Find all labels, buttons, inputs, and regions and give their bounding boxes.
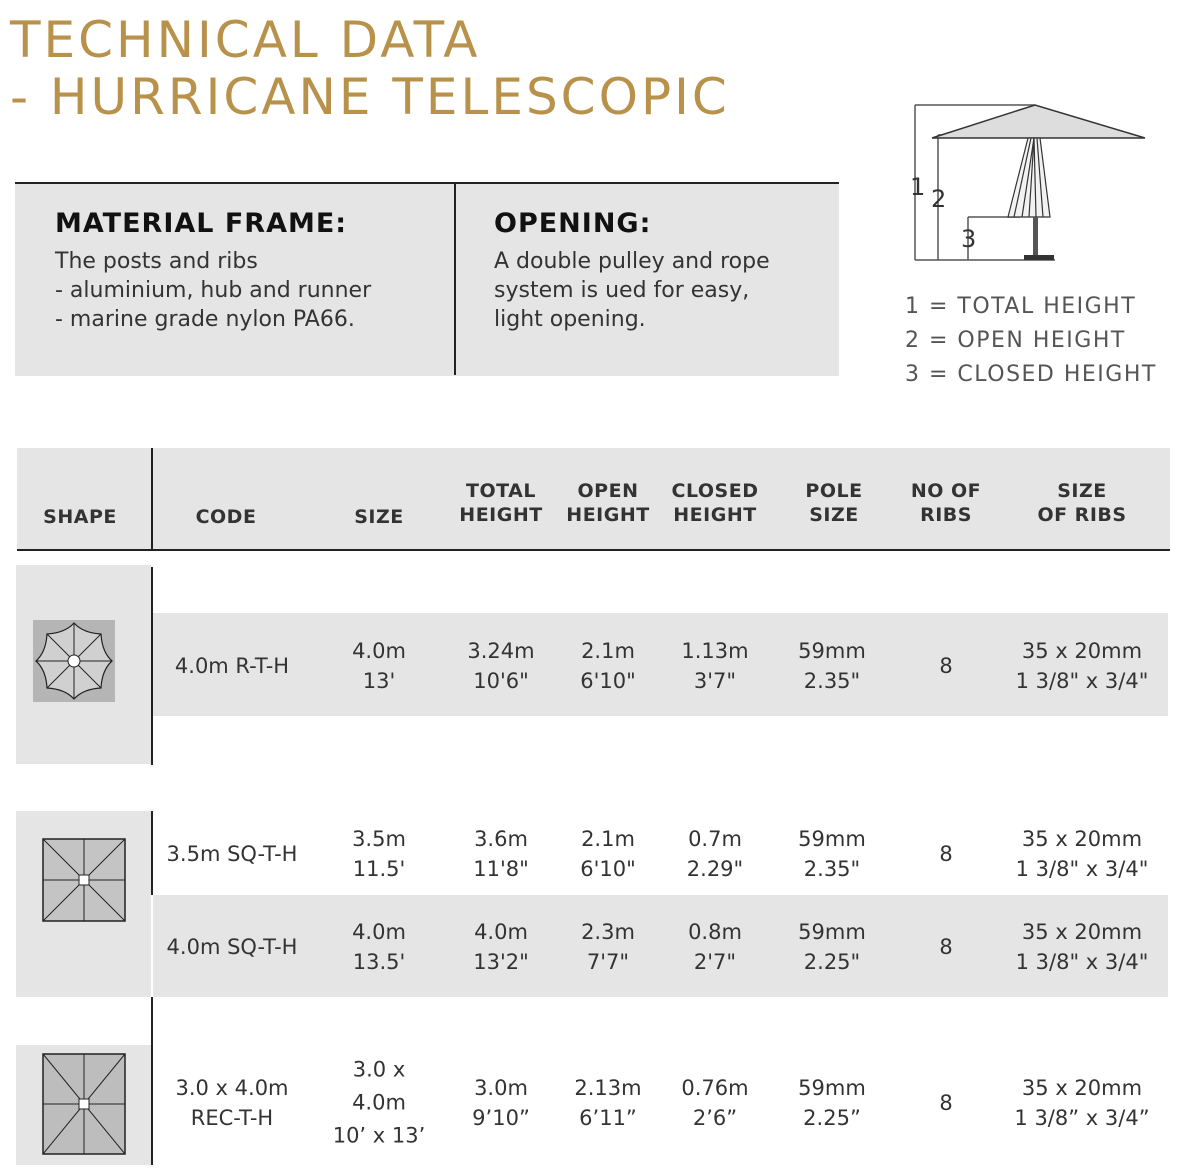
cell-no-of-ribs: 8 [939,842,953,866]
opening-line: light opening. [494,307,646,332]
cell-size: 3.5m 11.5' [352,827,406,881]
cell-code: 3.0 x 4.0m REC-T-H [175,1076,289,1130]
material-line: - marine grade nylon PA66. [55,307,355,332]
cell-pole-size: 59mm 2.25" [798,920,866,974]
page-title-line1: TECHNICAL DATA [10,11,481,69]
material-line: - aluminium, hub and runner [55,278,372,303]
cell-no-of-ribs: 8 [939,654,953,678]
header-shape: SHAPE [43,506,117,528]
cell-size-of-ribs: 35 x 20mm 1 3/8" x 3/4" [1015,920,1149,974]
cell-code: 3.5m SQ-T-H [166,842,298,866]
cell-no-of-ribs: 8 [939,1091,953,1115]
cell-closed-height: 0.7m 2.29" [686,827,744,881]
legend-item: 2 = OPEN HEIGHT [905,328,1126,353]
material-line: The posts and ribs [55,249,258,274]
column-divider [151,997,153,1165]
cell-pole-size: 59mm 2.35" [798,639,866,693]
opening-section [494,208,770,334]
cell-total-height: 3.24m 10'6" [467,639,535,693]
header-no-of-ribs: NO OF RIBS [910,480,982,526]
cell-open-height: 2.3m 7'7" [581,920,635,974]
cell-size-of-ribs: 35 x 20mm 1 3/8" x 3/4" [1015,827,1149,881]
header-size-of-ribs: SIZE OF RIBS [1037,480,1127,526]
cell-pole-size: 59mm 2.25” [798,1076,866,1130]
cell-total-height: 3.6m 11'8" [473,827,529,881]
cell-total-height: 3.0m 9’10” [472,1076,530,1130]
cell-closed-height: 0.76m 2’6” [681,1076,749,1130]
header-size: SIZE [354,506,404,528]
material-frame-heading: MATERIAL FRAME: [55,208,348,239]
cell-code: 4.0m SQ-T-H [166,935,298,959]
opening-line: A double pulley and rope [494,249,770,274]
rectangle-umbrella-icon [42,1053,126,1155]
umbrella-height-diagram [900,95,1160,270]
cell-size: 3.0 x 4.0m 10’ x 13’ [332,1057,426,1148]
cell-no-of-ribs: 8 [939,935,953,959]
cell-size-of-ribs: 35 x 20mm 1 3/8” x 3/4” [1014,1076,1150,1130]
header-open-height: OPEN HEIGHT [566,480,650,526]
cell-size-of-ribs: 35 x 20mm 1 3/8" x 3/4" [1015,639,1149,693]
info-divider [454,184,456,375]
legend-item: 1 = TOTAL HEIGHT [905,294,1137,319]
material-frame-section [55,208,371,334]
opening-heading: OPENING: [494,208,652,239]
square-umbrella-icon [42,838,126,922]
diagram-label-2: 2 [931,185,947,213]
cell-code: 4.0m R-T-H [174,654,290,678]
cell-open-height: 2.1m 6'10" [580,639,636,693]
cell-closed-height: 0.8m 2'7" [688,920,742,974]
header-divider [151,448,153,549]
header-code: CODE [195,506,257,528]
diagram-label-3: 3 [961,225,977,253]
cell-open-height: 2.13m 6’11” [574,1076,642,1130]
cell-open-height: 2.1m 6'10" [580,827,636,881]
header-pole-size: POLE SIZE [805,480,863,526]
legend-item: 3 = CLOSED HEIGHT [905,362,1157,387]
cell-size: 4.0m 13' [352,639,406,693]
cell-size: 4.0m 13.5' [352,920,406,974]
cell-closed-height: 1.13m 3'7" [681,639,749,693]
canopy-folds-icon [1008,138,1050,217]
round-umbrella-icon [33,620,115,702]
diagram-legend [905,290,1157,392]
cell-pole-size: 59mm 2.35" [798,827,866,881]
diagram-label-1: 1 [910,173,926,201]
header-total-height: TOTAL HEIGHT [459,480,543,526]
cell-total-height: 4.0m 13'2" [473,920,529,974]
opening-line: system is ued for easy, [494,278,750,303]
header-closed-height: CLOSED HEIGHT [671,480,759,526]
column-divider [151,811,153,895]
page-title-line2: - HURRICANE TELESCOPIC [10,68,730,126]
